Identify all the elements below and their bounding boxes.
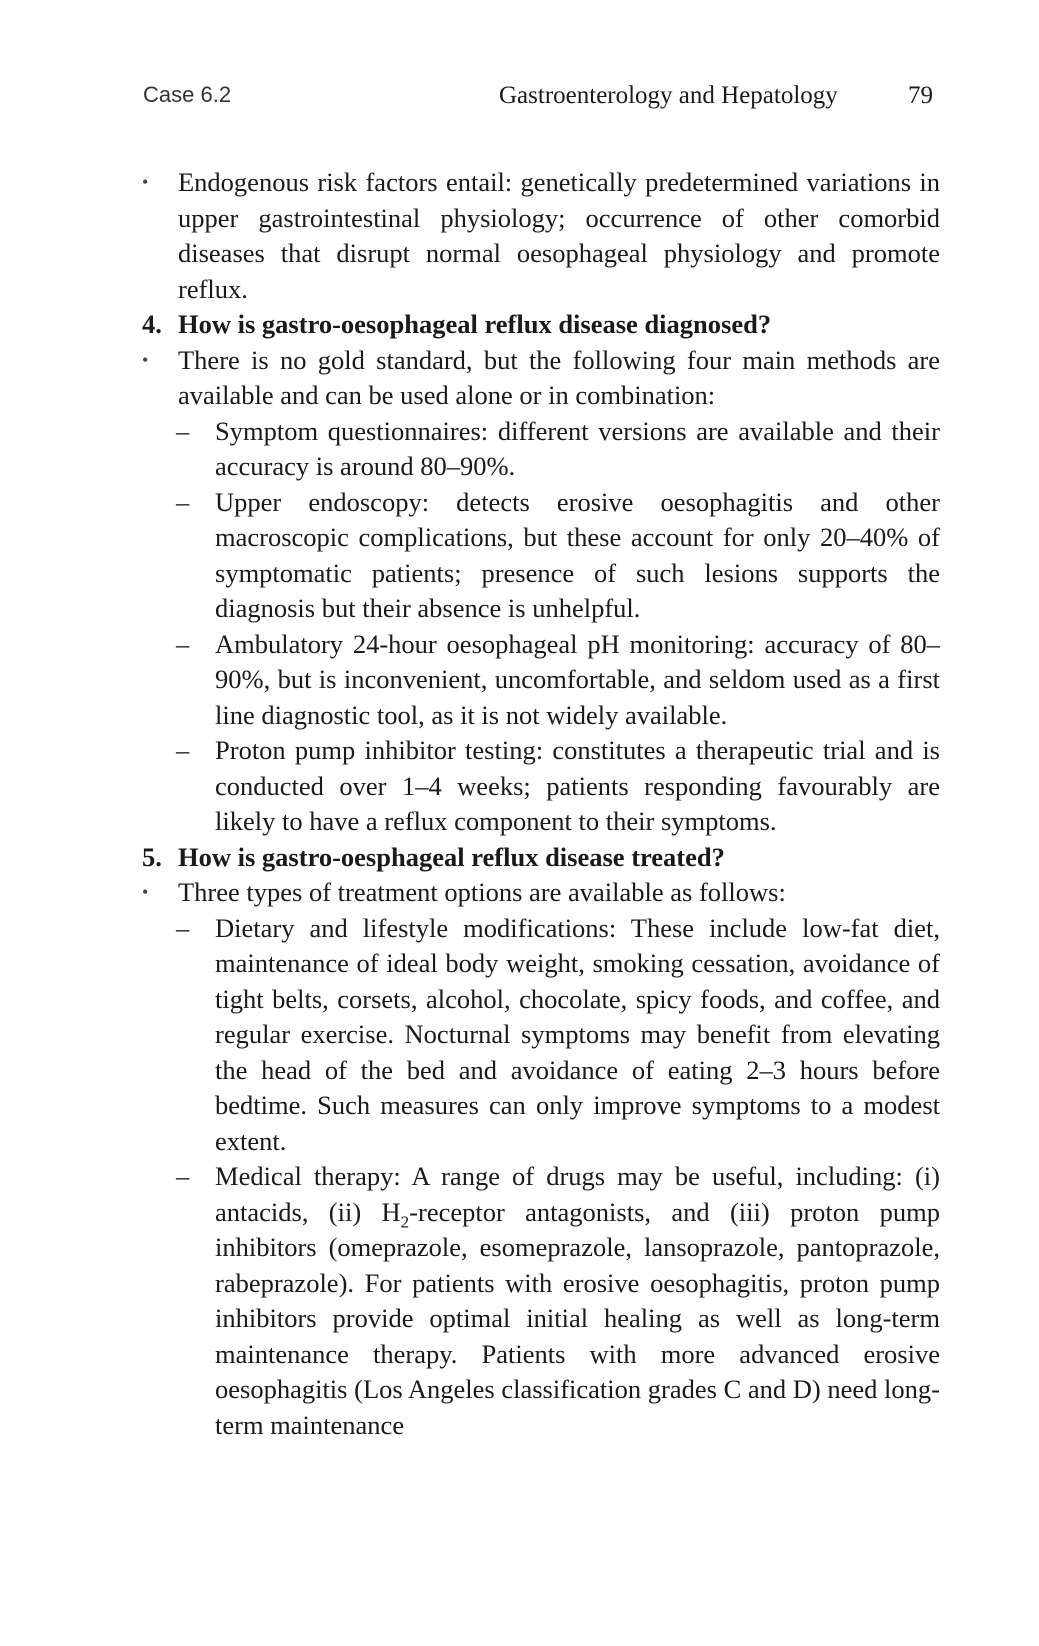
subscript: 2 <box>400 1211 410 1231</box>
dash-icon: – <box>176 735 190 765</box>
paragraph-text: Three types of treatment options are available as follows: <box>178 877 786 907</box>
paragraph-text <box>215 1159 940 1443</box>
paragraph-text: Symptom questionnaires: different versions are available and their accuracy is around 80–90%. <box>215 415 940 481</box>
dash-icon: – <box>176 486 190 517</box>
section-title: Gastroenterology and Hepatology <box>499 82 838 109</box>
dash-icon: – <box>176 628 190 659</box>
paragraph-text: Ambulatory 24-hour oesophageal pH monitoring: accuracy of 80–90%, but is inconvenient, uncomfortable, and seldom used as a first line diagnostic tool, as it is not widely available. <box>215 628 940 730</box>
question-number: 4. <box>142 309 162 339</box>
case-label: Case 6.2 <box>143 82 232 107</box>
paragraph-text: Dietary and lifestyle modifications: These include low-fat diet, maintenance of ideal body weight, smoking cessation, avoidance of tight belts, corsets, alcohol, chocolate, spicy foods, and coffee, and regular exercise. Nocturnal symptoms may benefit from elevating the head of the bed and avoidance of eating 2–3 hours before bedtime. Such measures can only improve symptoms to a modest extent. <box>215 912 940 1156</box>
question-5-heading <box>140 840 940 876</box>
dash-medical-therapy <box>140 1159 940 1443</box>
question-number: 5. <box>142 841 162 872</box>
question-text: How is gastro-oesphageal reflux disease treated? <box>178 841 725 872</box>
text-before-subscript: Medical therapy: A range of drugs may be useful, including: (i) antacids, (ii) H <box>215 1161 940 1227</box>
dash-symptom-questionnaires <box>140 414 940 485</box>
bullet-no-gold-standard <box>140 343 940 414</box>
bullet-icon: • <box>142 172 149 192</box>
running-header <box>143 82 933 118</box>
dash-icon: – <box>176 415 190 446</box>
paragraph-text: Endogenous risk factors entail: genetically predetermined variations in upper gastrointestinal physiology; occurrence of other comorbid diseases that disrupt normal oesophageal physiology and promote reflux. <box>178 167 940 304</box>
text-after-subscript: -receptor antagonists, and (iii) proton pump inhibitors (omeprazole, esomeprazole, lansoprazole, pantoprazole, rabeprazole). For patients with erosive oesophagitis, proton pump inhibitors provide optimal initial healing as well as long-term maintenance therapy. Patients with more advanced erosive oesophagitis (Los Angeles classification grades C and D) need long-term maintenance <box>215 1196 940 1440</box>
dash-ph-monitoring <box>140 627 940 734</box>
question-text: How is gastro-oesophageal reflux disease diagnosed? <box>178 309 772 339</box>
paragraph-text: Proton pump inhibitor testing: constitutes a therapeutic trial and is conducted over 1–4 weeks; patients responding favourably are likely to have a reflux component to their symptoms. <box>215 735 940 836</box>
dash-upper-endoscopy <box>140 485 940 627</box>
bullet-treatment-options <box>140 875 940 911</box>
dash-dietary-lifestyle <box>140 911 940 1160</box>
paragraph-text: Upper endoscopy: detects erosive oesophagitis and other macroscopic complications, but these account for only 20–40% of symptomatic patients; presence of such lesions supports the diagnosis but their absence is unhelpful. <box>215 486 940 623</box>
dash-ppi-testing <box>140 733 940 840</box>
bullet-endogenous-risk-factors <box>140 165 940 307</box>
dash-icon: – <box>176 1161 190 1191</box>
page-body <box>140 165 940 1443</box>
question-4-heading <box>140 307 940 343</box>
page-number: 79 <box>908 82 933 109</box>
bullet-icon: • <box>142 349 149 370</box>
paragraph-text: There is no gold standard, but the following four main methods are available and can be used alone or in combination: <box>178 344 940 410</box>
bullet-icon: • <box>142 882 149 902</box>
dash-icon: – <box>176 912 190 943</box>
